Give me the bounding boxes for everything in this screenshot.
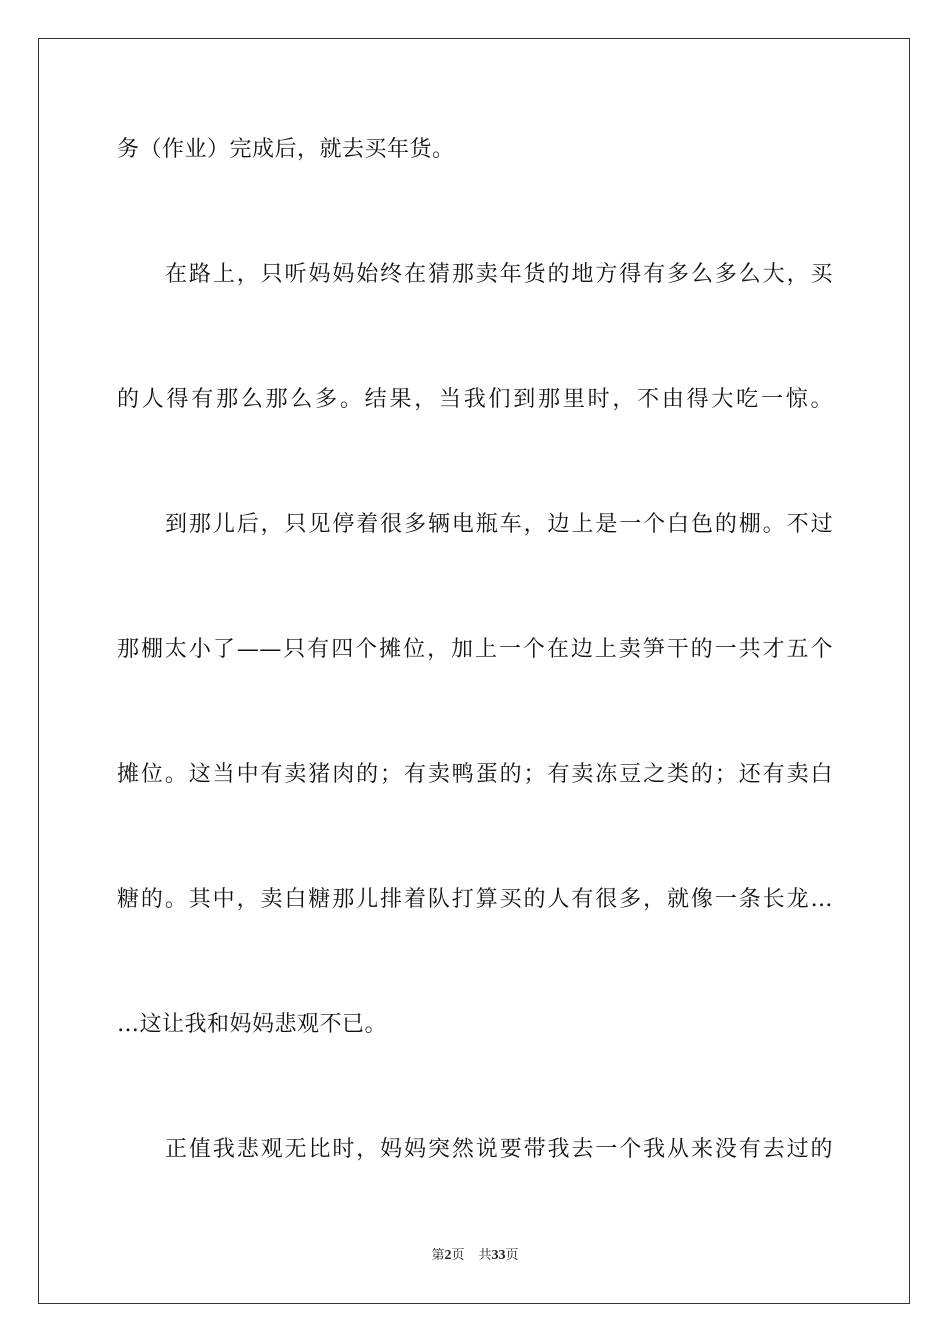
text-line-8: …这让我和妈妈悲观不已。 xyxy=(117,1012,388,1037)
text-line-7: 糖的。其中，卖白糖那儿排着队打算买的人有很多，就像一条长龙… xyxy=(117,887,833,912)
footer-total-pages: 33 xyxy=(491,1248,506,1263)
text-line-2: 在路上，只听妈妈始终在猜那卖年货的地方得有多么多么大，买 xyxy=(165,262,833,287)
footer-page-prefix: 第 xyxy=(431,1248,445,1263)
footer-page-suffix: 页 xyxy=(451,1248,465,1263)
text-line-1: 务（作业）完成后，就去买年货。 xyxy=(117,137,455,162)
text-line-3: 的人得有那么那么多。结果，当我们到那里时，不由得大吃一惊。 xyxy=(117,387,833,412)
text-line-4: 到那儿后，只见停着很多辆电瓶车，边上是一个白色的棚。不过 xyxy=(165,512,833,537)
footer-total-suffix: 页 xyxy=(505,1248,519,1263)
page-border xyxy=(38,38,910,1304)
text-line-5: 那棚太小了——只有四个摊位，加上一个在边上卖笋干的一共才五个 xyxy=(117,637,833,662)
footer-page-number: 2 xyxy=(444,1248,452,1263)
text-line-6: 摊位。这当中有卖猪肉的；有卖鸭蛋的；有卖冻豆之类的；还有卖白 xyxy=(117,762,833,787)
page-footer xyxy=(0,1247,950,1265)
text-line-9: 正值我悲观无比时，妈妈突然说要带我去一个我从来没有去过的 xyxy=(165,1137,833,1162)
footer-total-prefix: 共 xyxy=(478,1248,492,1263)
